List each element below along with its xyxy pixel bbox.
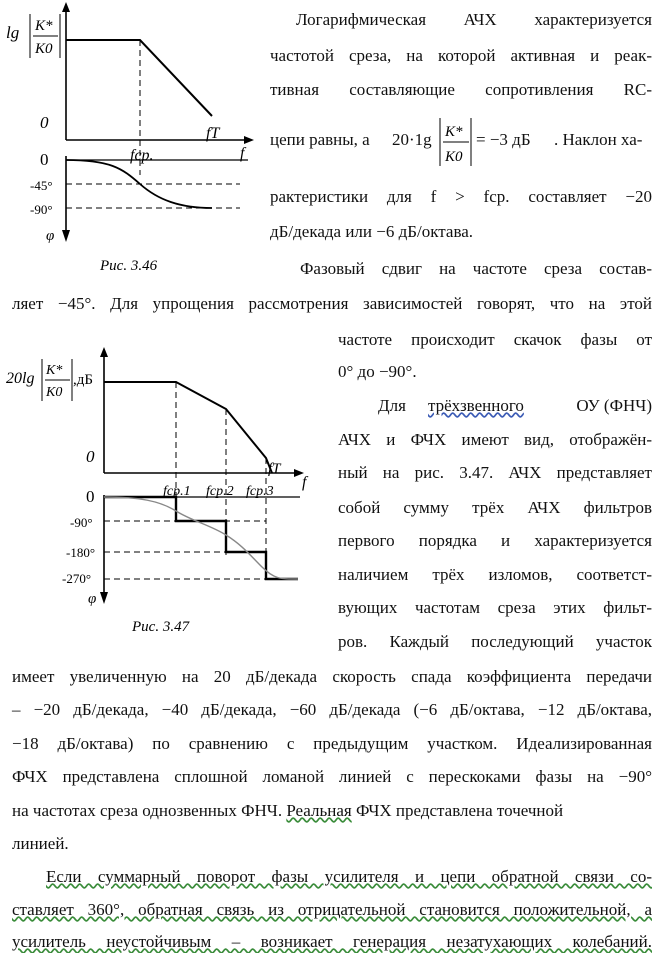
fig347-ph-zero: 0 <box>86 487 95 506</box>
text-line-19: имеет увеличенную на 20 дБ/декада скорость спада коэффициента передачи <box>12 667 652 686</box>
text-line-8: ляет −45°. Для упрощения рассмотрения зависимостей говорят, что на этой <box>12 294 652 313</box>
fig346-f: f <box>240 145 245 162</box>
formula-prefix: 20·1g <box>392 130 432 149</box>
fig346-fT: fT <box>206 125 220 142</box>
formula-postfix: = −3 дБ <box>476 130 531 149</box>
text-line-18: ров. Каждый последующий участок <box>338 632 652 651</box>
text-line-12: АЧХ и ФЧХ имеют вид, отображён- <box>338 430 652 449</box>
text-line-23c: ФЧХ представлена точечной <box>355 801 564 820</box>
text-line-7: Фазовый сдвиг на частоте среза состав- <box>300 259 652 278</box>
fig347-f3: fср.3 <box>246 484 274 499</box>
fig347-ph-270: -270° <box>62 571 92 586</box>
text-line-25: Если суммарный поворот фазы усилителя и цепи обратной связи со- <box>46 867 652 886</box>
fig346-frac-num: K* <box>35 18 53 34</box>
text-line-23b: Реальная <box>286 801 352 820</box>
text-line-1: Логарифмическая АЧХ характеризуется <box>296 10 652 29</box>
fig347-ph-90: -90° <box>70 515 93 530</box>
fig347-frac-den: K0 <box>46 385 63 400</box>
fig347-phi: φ <box>88 591 97 607</box>
fig346-caption: Рис. 3.46 <box>100 258 158 274</box>
text-line-20: – −20 дБ/декада, −40 дБ/декада, −60 дБ/декада (−6 дБ/октава, −12 дБ/октава, <box>12 700 652 719</box>
text-line-2: частотой среза, на которой активная и реак- <box>270 46 652 65</box>
fig346-amp-lg: lg <box>6 23 20 42</box>
fig347-fT: fT <box>268 461 281 477</box>
fig347-zero: 0 <box>86 447 95 466</box>
fig346-ph-zero: 0 <box>40 150 49 169</box>
text-line-23a: на частотах среза однозвенных ФНЧ. <box>12 801 283 820</box>
formula-fraction <box>438 116 474 168</box>
fig347-f1: fср.1 <box>163 484 191 499</box>
fig347-unit: ,дБ <box>73 372 93 388</box>
text-line-10: 0° до −90°. <box>338 362 417 381</box>
fig347-amp-20lg: 20lg <box>6 370 35 387</box>
text-line-4a: цепи равны, а <box>270 130 370 149</box>
text-line-11a: Для <box>378 396 406 415</box>
fig347-caption: Рис. 3.47 <box>132 619 190 635</box>
text-line-11b: трёхзвенного <box>428 396 524 415</box>
svg-text:K0: K0 <box>445 149 463 165</box>
fig347-f2: fср.2 <box>206 484 234 499</box>
text-line-16: наличием трёх изломов, соответст- <box>338 565 652 584</box>
text-line-23 <box>12 801 652 821</box>
figure-3-46 <box>0 0 270 280</box>
text-line-14: собой сумму трёх АЧХ фильтров <box>338 498 652 517</box>
fig346-fcp: fср. <box>130 147 154 164</box>
fig346-frac-den: K0 <box>35 41 53 57</box>
text-line-22: ФЧХ представлена сплошной ломаной линией с перескоками фазы на −90° <box>12 767 652 786</box>
fig347-frac-num: K* <box>46 363 63 378</box>
text-line-6: дБ/декада или −6 дБ/октава. <box>270 222 474 241</box>
text-line-15: первого порядка и характеризуется <box>338 531 652 550</box>
fig347-ph-180: -180° <box>66 545 96 560</box>
fig346-ph-45: -45° <box>30 178 53 193</box>
text-line-27: усилитель неустойчивым – возникает генерация незатухающих колебаний. <box>12 932 652 951</box>
fig347-f: f <box>302 474 307 491</box>
fig346-zero: 0 <box>40 113 49 132</box>
text-line-9: частоте происходит скачок фазы от <box>338 330 652 349</box>
text-line-21: −18 дБ/октава) по сравнению с предыдущим участком. Идеализированная <box>12 734 652 753</box>
text-line-3: тивная составляющие сопротивления RC- <box>270 80 652 99</box>
text-line-17: вующих частотам среза этих фильт- <box>338 598 652 617</box>
text-line-4 <box>270 116 654 176</box>
figure-3-47 <box>0 345 330 645</box>
text-line-11c: ОУ (ФНЧ) <box>576 396 652 415</box>
fig346-ph-90: -90° <box>30 202 53 217</box>
text-line-13: ный на рис. 3.47. АЧХ представляет <box>338 463 652 482</box>
text-line-4b: . Наклон ха- <box>554 130 643 149</box>
text-line-5: рактеристики для f > fср. составляет −20 <box>270 187 652 206</box>
svg-text:K*: K* <box>445 124 463 140</box>
text-line-26: ставляет 360°, обратная связь из отрицательной становится положительной, а <box>12 900 652 919</box>
fig346-phi: φ <box>46 228 55 244</box>
text-line-24: линией. <box>12 834 69 853</box>
